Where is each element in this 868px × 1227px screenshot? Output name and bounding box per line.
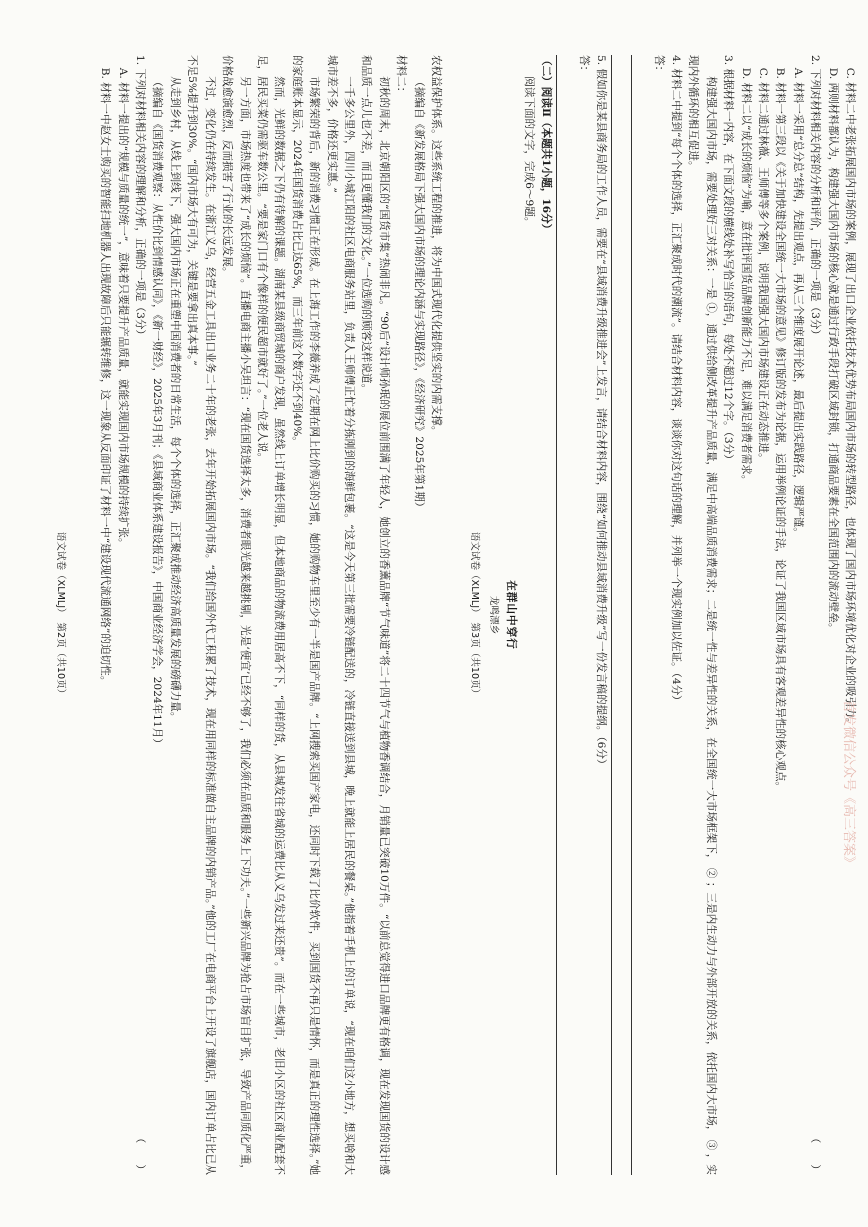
question-2-stem bbox=[806, 55, 823, 1175]
paragraph: 一千多公里外，四川小城江阳的社区电商服务站里，负责人王师傅正忙着分拣刚到的海鲜包裹。“这是今天第三批需要冷链配送的，冷链直接送到县城，晚上就能上居民的餐桌。”他指着手机上的订单说，“现在咱们这小地方，想买啥和大城市差不多，价格还更实惠。” bbox=[325, 55, 355, 1175]
watermark-text: 首发微信公众号《高三答案》 bbox=[841, 700, 856, 870]
paragraph: 初秋的周末，北京朝阳区的“国货市集”热闹非凡。“90后”设计师孙珉的展位前围满了年轻人，她创立的香薰品牌“节气味道”将二十四节气与植物香调结合，月销量已突破10万件。“以前总觉得进口品牌更有格调，现在发现国货的设计感和品质一点儿也不差，而且更懂我们的文化。”一位选购的顾客这样说道。 bbox=[360, 55, 390, 1175]
option-b: B. 材料一第三段以《关于加快建设全国统一大市场的意见》修订版的发布为论据，运用举例论证的手法，论证了我国区域市场具有客观差异性的核心观点。 bbox=[774, 67, 787, 793]
watermark-strip bbox=[840, 700, 860, 1000]
story-title: 在群山中穿行 bbox=[505, 580, 518, 650]
paragraph: 另一方面，市场热度也带来了“成长的烦恼”。直播电商主播小吴坦言：“现在国货选择太多，消费者眼光越来越挑剔，光是‘便宜’已经不够了，我们必须在品质和服务上下功夫。”一些新兴品牌为抢占市场盲目扩张，导致产品同质化严重，价格战愈演愈烈，反而损害了行业的长远发展。 bbox=[221, 55, 251, 1175]
paragraph: 然而，光鲜的数据之下仍有待解的课题。湖南某县级商贸城的商户发现，虽然线上订单增长明显，但本地商品的物流费用居高不下，“同样的货，从县城发往省城的运费比从义乌发过来还贵”。而在一些城市，老旧小区的社区商业配套不足，居民买菜仍需驱车数公里。“要是家门口有个像样的便民超市就好了。”一位老人说。 bbox=[255, 55, 286, 1175]
option-b: B. 材料一中赵女士购买的智能扫地机器人出现故障后只能辗转维修，这一现象从反面印证了材料一中“建设现代流通网络”的迫切性。 bbox=[99, 67, 112, 687]
question-3-stem: 3. 根据材料一内容，在下面文段的横线处补写恰当的语句，每处不超过12个字。（3分） bbox=[722, 55, 735, 465]
question-4-stem: 4. 材料二中提到“每个个体的选择，正汇聚成时代的潮流”。请结合材料内容，谈谈你对这句话的理解，并列举一个现实例加以佐证。（4分） bbox=[669, 55, 682, 706]
page-2-column bbox=[54, 55, 444, 1175]
page-footer: 语文试卷（XLMLJ） 第3页（共10页） bbox=[469, 531, 481, 699]
question-1-stem bbox=[131, 55, 148, 1175]
option-a: A. 材料一采用“总分总”结构，先提出观点，再从三个维度展开论述，最后提出实践路径，逻辑严谨。 bbox=[791, 67, 804, 538]
paragraph: 从走到乡村，从线上到线下，强大国内市场正在重塑中国消费者的日常生活，每个个体的选择，正汇聚成推动经济高质量发展的磅礴力量。 bbox=[168, 76, 181, 723]
answer-label: 答： bbox=[652, 55, 665, 77]
option-d: D. 两则材料都认为，构建强大国内市场的核心就是通过行政手段打破区域封锁，打通商品要素在全国范围内的流动壁垒。 bbox=[826, 67, 839, 634]
story-author: 龙鸣漂乡 bbox=[488, 595, 500, 635]
option-a: A. 材料一提出的“规模与质量的统一”，意味着只要提升产品质量，就能实现国内市场规模的持续扩张。 bbox=[116, 67, 129, 549]
paragraph: 不过，变化仍在持续发生。在浙江义乌，经营五金工具出口业务二十年的老张，去年开始拓展国内市场。“我们给国外代工积累了技术，现在用同样的标准做自主品牌的内销产品。”他的工厂在电商平台上开设了旗舰店，国内订单占比已从不足5%提升到30%。“国内市场大有可为，关键是要拿出真本事。” bbox=[186, 55, 216, 1175]
question-3-body: 构建强大国内市场，需要处理好三对关系：一是 ①，通过供给侧改革提升产品质量，满足中高端品质消费需求；二是统一性与差异性的关系，在全国统一大市场框架下， ② ；三是内生动力与外部开放的关系，依托国内大市场， ③ ，实现内外循环的相互促进。 bbox=[687, 55, 717, 1175]
answer-bracket: （ ） bbox=[809, 1132, 822, 1175]
material-label: 材料二： bbox=[395, 55, 408, 98]
answer-bracket: （ ） bbox=[134, 1132, 147, 1175]
question-text: 2. 下列对材料相关内容的分析和评价，正确的一项是（3分） bbox=[809, 55, 822, 341]
page-3-body bbox=[486, 55, 858, 1175]
source-note: （摘编自《国货消费观察：从性价比到情感认同》，《新一财经》，2025年3月刊；《县域商业体系建设报告》，中国商业经济学会，2024年11月） bbox=[151, 76, 164, 749]
source-note: （摘编自《新发展格局下强大国内市场的理论内涵与实现路径》，《经济研究》2025年第1期） bbox=[412, 76, 425, 513]
answer-line[interactable] bbox=[556, 55, 574, 1175]
section-instruction: 阅读下面的文字，完成6～9题。 bbox=[522, 76, 535, 228]
section-title: （二）阅读Ⅱ（本题共1小题，16分） bbox=[540, 55, 553, 235]
page-footer: 语文试卷（XLMLJ） 第2页（共10页） bbox=[55, 531, 67, 699]
answer-label: 答： bbox=[577, 55, 590, 77]
paragraph: 农权益保护体系。这些系统工程的推进，将为中国式现代化提供坚实的内需支撑。 bbox=[430, 55, 442, 437]
option-d: D. 材料二以“成长的烦恼”为喻，意在批评国货品牌创新能力不足，难以满足消费者需求。 bbox=[739, 67, 752, 486]
question-5-stem: 5. 假如你是某县商务局的工作人员，需要在“县域消费升级推进会”上发言，请结合材料内容，围绕“如何推动县域消费升级”写一份发言稿的提纲。（6分） bbox=[595, 55, 608, 770]
option-c: C. 材料二通过林薇、王师傅等多个案例，说明我国强大国内市场建设正在动态推进。 bbox=[756, 67, 769, 464]
option-c: C. 材料二中老张拓展国内市场的案例，展现了出口企业依托技术优势布局国内市场的转型路径，也体现了国内市场环境优化对企业的吸引力。 bbox=[844, 67, 856, 729]
answer-line[interactable] bbox=[611, 55, 629, 1175]
question-text: 1. 下列对材料相关内容的理解和分析，正确的一项是（3分） bbox=[134, 55, 147, 341]
paragraph: 市场繁荣的背后，新的消费习惯正在形成。在上海工作的李薇养成了定期在网上比价购买的习惯，她的购物车里至少有一半是国产品牌。“上网搜索买国产家电，还同时下载了比价软件，买到国货不再只是情怀，而是真正的理性选择。”她的家庭账本显示，2024年国货消费占比已达65%，而三年前这个数字还不到40%。 bbox=[290, 55, 321, 1175]
page-3-column bbox=[468, 55, 858, 1175]
page-2-body bbox=[72, 55, 444, 1175]
answer-line[interactable] bbox=[631, 55, 649, 1175]
